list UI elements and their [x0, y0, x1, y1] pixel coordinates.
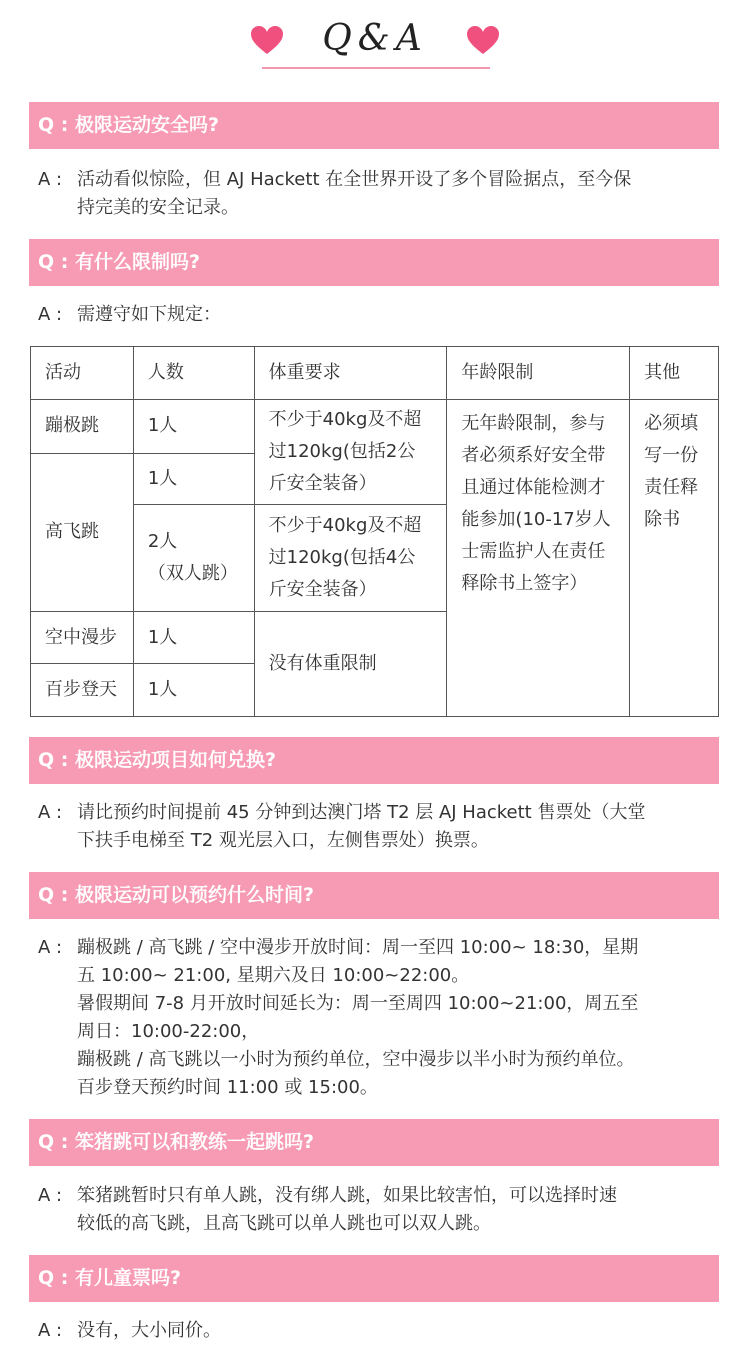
answer-line: 笨猪跳暂时只有单人跳，没有绑人跳，如果比较害怕，可以选择时速: [77, 1185, 617, 1206]
heart-icon: [466, 25, 500, 55]
table-cell-people: 1人: [133, 612, 254, 663]
answer-label: A :: [38, 937, 63, 958]
answer-line: 周日：10:00-22:00，: [77, 1021, 260, 1042]
header: [0, 0, 750, 80]
table-cell-other: [630, 400, 719, 717]
table-cell-age: [447, 400, 630, 717]
answer-line: 没有，大小同价。: [77, 1320, 221, 1341]
table-cell-people: 1人: [133, 453, 254, 504]
answer-line: 较低的高飞跳，且高飞跳可以单人跳也可以双人跳。: [77, 1213, 491, 1234]
question-bar: Q : 有什么限制吗?: [29, 239, 719, 286]
table-cell-line: 责任释: [644, 477, 699, 499]
answer-label: A :: [38, 304, 63, 325]
table-cell-line: 除书: [644, 509, 681, 531]
answer-line: 蹦极跳 / 高飞跳以一小时为预约单位，空中漫步以半小时为预约单位。: [77, 1049, 635, 1070]
table-cell-line: 释除书上签字）: [461, 573, 588, 595]
table-cell-weight: 没有体重限制: [254, 612, 447, 717]
title-underline: [262, 67, 490, 69]
answer-line: 暑假期间 7-8 月开放时间延长为：周一至周四 10:00~21:00，周五至: [77, 993, 639, 1014]
rules-table: [30, 346, 719, 717]
table-cell-line: 必须填: [644, 413, 699, 435]
answer-line: 下扶手电梯至 T2 观光层入口，左侧售票处）换票。: [77, 830, 489, 851]
heart-icon: [250, 25, 284, 55]
table-cell-line: 士需监护人在责任: [461, 541, 606, 563]
answer-line: 蹦极跳 / 高飞跳 / 空中漫步开放时间：周一至四 10:00~ 18:30，星期: [77, 937, 639, 958]
table-header-cell: 年龄限制: [447, 347, 630, 400]
table-cell-line: 斤安全装备）: [268, 579, 377, 601]
table-cell-line: 无年龄限制，参与: [461, 413, 606, 435]
question-bar: Q : 笨猪跳可以和教练一起跳吗?: [29, 1119, 719, 1166]
table-cell-activity: 空中漫步: [31, 612, 134, 663]
question-bar: Q : 有儿童票吗?: [29, 1255, 719, 1302]
answer-line: 五 10:00~ 21:00, 星期六及日 10:00~22:00。: [77, 965, 470, 986]
table-cell-line: 过120kg(包括2公: [268, 441, 416, 463]
table-header-row: [31, 347, 719, 400]
table-header-cell: 其他: [630, 347, 719, 400]
question-bar: Q : 极限运动项目如何兑换?: [29, 737, 719, 784]
answer-line: 百步登天预约时间 11:00 或 15:00。: [77, 1077, 378, 1098]
question-bar: Q : 极限运动可以预约什么时间?: [29, 872, 719, 919]
table-cell-line: 不少于40kg及不超: [268, 409, 422, 431]
answer-label: A :: [38, 169, 63, 190]
table-cell-line: 2人: [147, 531, 178, 553]
table-cell-weight: [254, 400, 447, 505]
table-cell-line: 且通过体能检测才: [461, 477, 606, 499]
answer-block: [38, 799, 708, 855]
answer-block: [38, 1182, 708, 1238]
table-cell-activity: 高飞跳: [31, 453, 134, 612]
table-cell-people: 1人: [133, 400, 254, 453]
answer-label: A :: [38, 1185, 63, 1206]
table-row: [31, 400, 719, 453]
answer-block: [38, 1317, 708, 1345]
table-cell-people: 1人: [133, 663, 254, 716]
answer-line: 活动看似惊险，但 AJ Hackett 在全世界开设了多个冒险据点，至今保: [77, 169, 632, 190]
table-cell-line: 过120kg(包括4公: [268, 547, 416, 569]
answer-label: A :: [38, 802, 63, 823]
table-header-cell: 活动: [31, 347, 134, 400]
table-cell-line: 不少于40kg及不超: [268, 515, 422, 537]
page-title: Q&A: [322, 18, 428, 59]
question-bar: Q : 极限运动安全吗?: [29, 102, 719, 149]
answer-label: A :: [38, 1320, 63, 1341]
table-cell-activity: 蹦极跳: [31, 400, 134, 453]
answer-line: 持完美的安全记录。: [77, 197, 239, 218]
answer-block: [38, 166, 708, 222]
table-cell-people: [133, 504, 254, 612]
answer-line: 请比预约时间提前 45 分钟到达澳门塔 T2 层 AJ Hackett 售票处（大堂: [77, 802, 646, 823]
table-header-cell: 人数: [133, 347, 254, 400]
table-cell-line: 写一份: [644, 445, 699, 467]
answer-block: [38, 301, 708, 329]
table-header-cell: 体重要求: [254, 347, 447, 400]
table-cell-line: 斤安全装备）: [268, 473, 377, 495]
answer-line: 需遵守如下规定：: [77, 304, 221, 325]
table-cell-weight: [254, 504, 447, 612]
table-cell-line: 者必须系好安全带: [461, 445, 606, 467]
table-cell-line: 能参加(10-17岁人: [461, 509, 611, 531]
answer-block: [38, 934, 708, 1102]
table-cell-line: （双人跳）: [147, 563, 238, 585]
table-cell-activity: 百步登天: [31, 663, 134, 716]
